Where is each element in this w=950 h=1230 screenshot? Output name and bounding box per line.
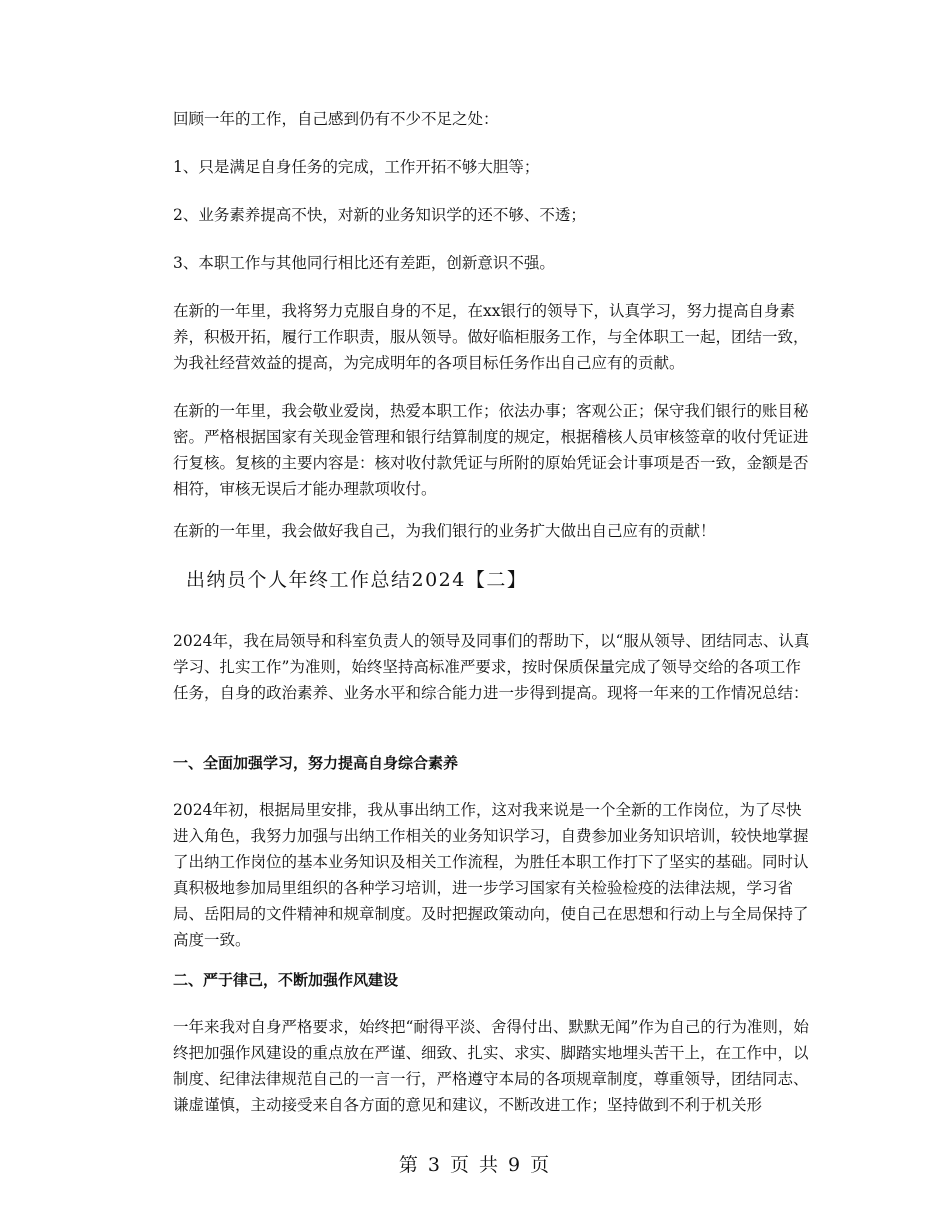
list-item: 1、只是满足自身任务的完成，工作开拓不够大胆等； bbox=[173, 158, 540, 176]
list-item: 3、本职工作与其他同行相比还有差距，创新意识不强。 bbox=[173, 254, 555, 272]
heading-discipline: 二、严于律己，不断加强作风建设 bbox=[173, 971, 399, 989]
paragraph-discipline: 一年来我对自身严格要求，始终把“耐得平淡、舍得付出、默默无闻”作为自己的行为准则，始终把加强作风建设的重点放在严谨、细致、扎实、求实、脚踏实地埋头苦干上，在工作中，以制度、纪律法律规范自己的一言一行，严格遵守本局的各项规章制度，尊重领导，团结同志、谦虚谨慎，主动接受来自各方面的意见和建议，不断改进工作；坚持做到不利于机关形 bbox=[173, 1018, 809, 1114]
paragraph-2024-summary: 2024年，我在局领导和科室负责人的领导及同事们的帮助下，以“服从领导、团结同志、认真学习、扎实工作”为准则，始终坚持高标准严要求，按时保质保量完成了领导交给的各项工作任务，自身的政治素养、业务水平和综合能力进一步得到提高。现将一年来的工作情况总结： bbox=[173, 632, 810, 702]
paragraph-study: 2024年初，根据局里安排，我从事出纳工作，这对我来说是一个全新的工作岗位，为了尽快进入角色，我努力加强与出纳工作相关的业务知识学习，自费参加业务知识培训，较快地掌握了出纳工作岗位的基本业务知识及相关工作流程，为胜任本职工作打下了坚实的基础。同时认真积极地参加局里组织的各种学习培训，进一步学习国家有关检验检疫的法律法规，学习省局、岳阳局的文件精神和规章制度。及时把握政策动向，使自己在思想和行动上与全局保持了高度一致。 bbox=[173, 801, 809, 949]
intro-paragraph: 回顾一年的工作，自己感到仍有不少不足之处： bbox=[173, 110, 499, 128]
paragraph-new-year-2: 在新的一年里，我会敬业爱岗，热爱本职工作；依法办事；客观公正；保守我们银行的账目秘密。严格根据国家有关现金管理和银行结算制度的规定，根据稽核人员审核签章的收付凭证进行复核。复核的主要内容是：核对收付款凭证与所附的原始凭证会计事项是否一致，金额是否相符，审核无误后才能办理款项收付。 bbox=[173, 402, 809, 498]
paragraph-new-year-1: 在新的一年里，我将努力克服自身的不足，在xx银行的领导下，认真学习，努力提高自身素养，积极开拓，履行工作职责，服从领导。做好临柜服务工作，与全体职工一起，团结一致，为我社经营效益的提高，为完成明年的各项目标任务作出自己应有的贡献。 bbox=[173, 302, 809, 372]
list-item: 2、业务素养提高不快，对新的业务知识学的还不够、不透； bbox=[173, 206, 586, 224]
heading-study: 一、全面加强学习，努力提高自身综合素养 bbox=[173, 754, 459, 772]
section-title: 出纳员个人年终工作总结2024【二】 bbox=[186, 569, 528, 591]
paragraph-new-year-3: 在新的一年里，我会做好我自己，为我们银行的业务扩大做出自己应有的贡献！ bbox=[173, 522, 716, 540]
page-footer: 第 3 页 共 9 页 bbox=[398, 1154, 552, 1176]
